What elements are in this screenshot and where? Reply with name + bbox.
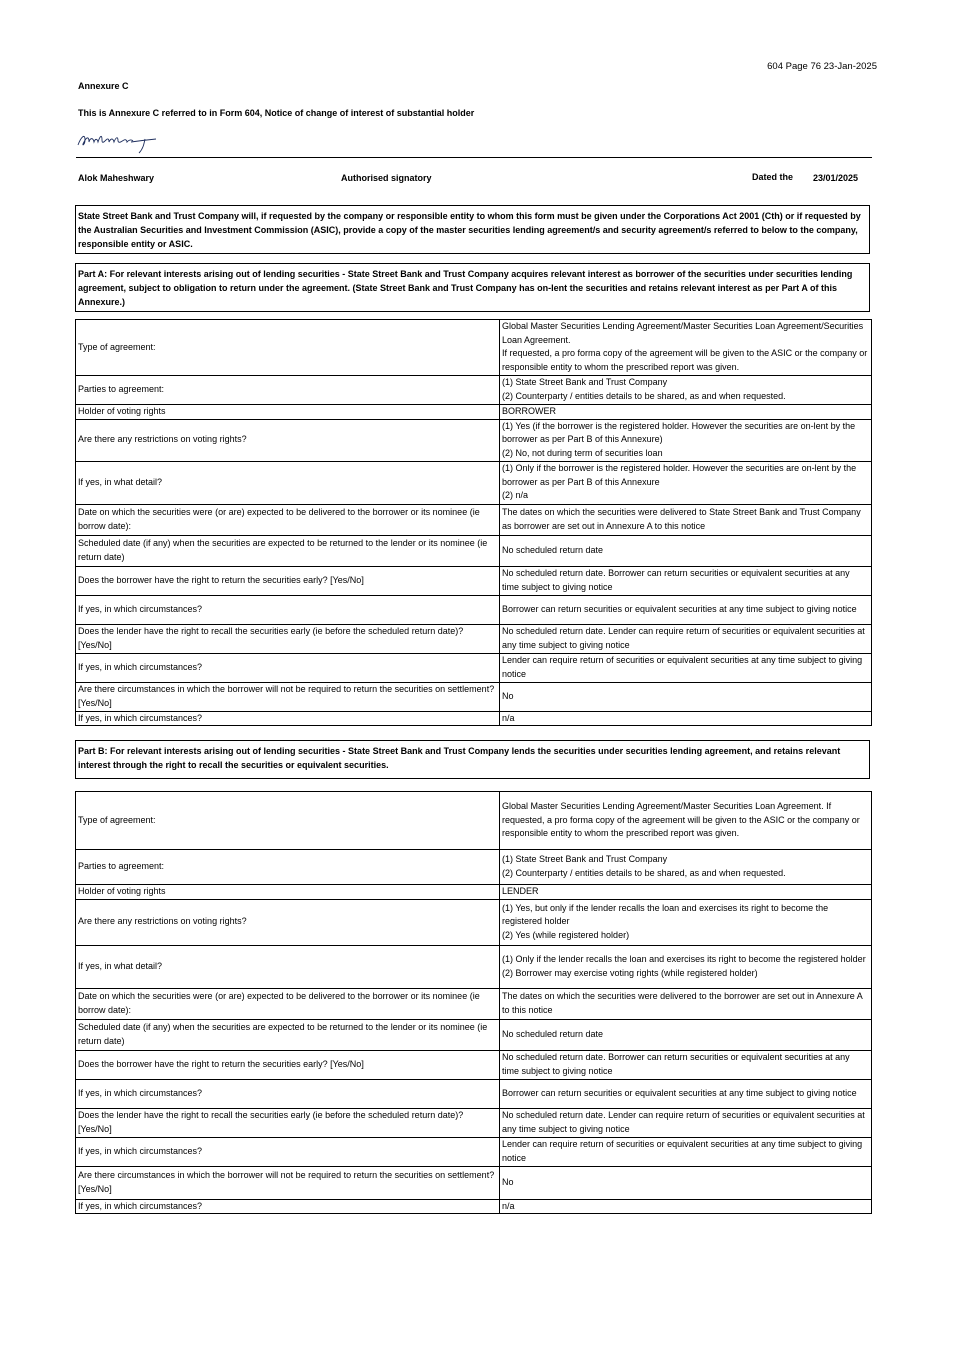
ssb-notice-box xyxy=(75,205,870,254)
answer-cell: (1) Yes, but only if the lender recalls the loan and exercises its right to become the registered holder (2) Yes (while registered holder) xyxy=(500,899,872,945)
answer-cell: (1) Only if the borrower is the registered holder. However the securities are on-lent by the borrower as per Part B of this Annexure (2) n/a xyxy=(500,461,872,504)
table-row xyxy=(76,711,872,726)
question-cell: If yes, in which circumstances? xyxy=(76,595,500,624)
annexure-title: Annexure C xyxy=(78,81,129,91)
page-reference: 604 Page 76 23-Jan-2025 xyxy=(767,61,877,72)
table-row xyxy=(76,988,872,1019)
answer-cell: n/a xyxy=(500,1199,872,1214)
answer-cell: (1) State Street Bank and Trust Company (2) Counterparty / entities details to be shared, as and when requested. xyxy=(500,850,872,885)
answer-cell: Lender can require return of securities or equivalent securities at any time subject to giving notice xyxy=(500,1137,872,1166)
answer-cell: BORROWER xyxy=(500,404,872,419)
table-row xyxy=(76,885,872,900)
signatory-role: Authorised signatory xyxy=(341,173,432,183)
question-cell: If yes, in what detail? xyxy=(76,945,500,988)
question-cell: Does the lender have the right to recall the securities early (ie before the scheduled return date)? [Yes/No] xyxy=(76,1108,500,1137)
question-cell: Does the lender have the right to recall the securities early (ie before the scheduled return date)? [Yes/No] xyxy=(76,624,500,653)
part-b-rows xyxy=(76,792,872,1214)
part-a-rows xyxy=(76,320,872,726)
answer-cell: (1) Yes (if the borrower is the registered holder. However the securities are on-lent by the borrower as per Part B of this Annexure) (2) No, not during term of securities loan xyxy=(500,419,872,461)
signature-divider xyxy=(76,157,872,158)
signatory-name: Alok Maheshwary xyxy=(78,173,155,183)
table-row xyxy=(76,1079,872,1108)
annexure-reference: This is Annexure C referred to in Form 604, Notice of change of interest of substantial holder xyxy=(78,108,475,118)
part-a-heading-box xyxy=(75,263,870,312)
question-cell: Holder of voting rights xyxy=(76,885,500,900)
question-cell: Are there any restrictions on voting rights? xyxy=(76,899,500,945)
answer-cell: Borrower can return securities or equivalent securities at any time subject to giving notice xyxy=(500,595,872,624)
answer-cell: No scheduled return date. Borrower can return securities or equivalent securities at any time subject to giving notice xyxy=(500,566,872,595)
question-cell: If yes, in which circumstances? xyxy=(76,1079,500,1108)
table-row xyxy=(76,850,872,885)
question-cell: Type of agreement: xyxy=(76,320,500,376)
question-cell: Scheduled date (if any) when the securities are expected to be returned to the lender or its nominee (ie return date) xyxy=(76,535,500,566)
table-row xyxy=(76,1050,872,1079)
answer-cell: n/a xyxy=(500,711,872,726)
answer-cell: No scheduled return date. Lender can require return of securities or equivalent securities at any time subject to giving notice xyxy=(500,1108,872,1137)
question-cell: Are there circumstances in which the borrower will not be required to return the securities on settlement? [Yes/No] xyxy=(76,1166,500,1199)
question-cell: Scheduled date (if any) when the securities are expected to be returned to the lender or its nominee (ie return date) xyxy=(76,1019,500,1050)
table-row xyxy=(76,535,872,566)
table-row xyxy=(76,945,872,988)
answer-cell: (1) Only if the lender recalls the loan and exercises its right to become the registered holder (2) Borrower may exercise voting rights (while registered holder) xyxy=(500,945,872,988)
answer-cell: No xyxy=(500,682,872,711)
question-cell: If yes, in which circumstances? xyxy=(76,1199,500,1214)
question-cell: If yes, in which circumstances? xyxy=(76,1137,500,1166)
table-row xyxy=(76,419,872,461)
dated-label: Dated the xyxy=(752,172,794,182)
question-cell: Are there any restrictions on voting rights? xyxy=(76,419,500,461)
table-row xyxy=(76,1019,872,1050)
table-row xyxy=(76,624,872,653)
table-row xyxy=(76,899,872,945)
answer-cell: Lender can require return of securities or equivalent securities at any time subject to giving notice xyxy=(500,653,872,682)
table-row xyxy=(76,320,872,376)
answer-cell: Global Master Securities Lending Agreement/Master Securities Loan Agreement/Securities Loan Agreement. If requested, a pro forma copy of the agreement will be given to the ASIC or the company or responsible entity to whom the prescribed report was given. xyxy=(500,320,872,376)
question-cell: Date on which the securities were (or are) expected to be delivered to the borrower or its nominee (ie borrow date): xyxy=(76,504,500,535)
table-row xyxy=(76,682,872,711)
question-cell: Holder of voting rights xyxy=(76,404,500,419)
ssb-notice-text: State Street Bank and Trust Company will, if requested by the company or responsible entity to whom this form must be given under the Corporations Act 2001 (Cth) or if requested by the Australian Securities and Investment Commission (ASIC), provide a copy of the master securities lending agreement/s and security agreement/s referred to below to the company, responsible entity or ASIC. xyxy=(78,211,861,249)
answer-cell: No scheduled return date. Borrower can return securities or equivalent securities at any time subject to giving notice xyxy=(500,1050,872,1079)
part-a-table xyxy=(75,319,872,726)
answer-cell: No scheduled return date. Lender can require return of securities or equivalent securities at any time subject to giving notice xyxy=(500,624,872,653)
part-a-heading: Part A: For relevant interests arising out of lending securities - State Street Bank and Trust Company acquires relevant interest as borrower of the securities under securities lending agreement, subject to obligation to return under the agreement. (State Street Bank and Trust Company has on-lent the securities and retains relevant interest as per Part A of this Annexure.) xyxy=(78,269,853,307)
table-row xyxy=(76,566,872,595)
table-row xyxy=(76,504,872,535)
question-cell: Does the borrower have the right to return the securities early? [Yes/No] xyxy=(76,1050,500,1079)
table-row xyxy=(76,1166,872,1199)
answer-cell: No scheduled return date xyxy=(500,535,872,566)
answer-cell: No scheduled return date xyxy=(500,1019,872,1050)
question-cell: Parties to agreement: xyxy=(76,850,500,885)
question-cell: If yes, in what detail? xyxy=(76,461,500,504)
answer-cell: Borrower can return securities or equivalent securities at any time subject to giving notice xyxy=(500,1079,872,1108)
part-b-table xyxy=(75,791,872,1214)
answer-cell: The dates on which the securities were delivered to the borrower are set out in Annexure A to this notice xyxy=(500,988,872,1019)
question-cell: Does the borrower have the right to return the securities early? [Yes/No] xyxy=(76,566,500,595)
question-cell: Type of agreement: xyxy=(76,792,500,850)
question-cell: Parties to agreement: xyxy=(76,375,500,404)
question-cell: If yes, in which circumstances? xyxy=(76,711,500,726)
table-row xyxy=(76,792,872,850)
table-row xyxy=(76,461,872,504)
table-row xyxy=(76,1199,872,1214)
question-cell: Are there circumstances in which the borrower will not be required to return the securities on settlement? [Yes/No] xyxy=(76,682,500,711)
answer-cell: Global Master Securities Lending Agreement/Master Securities Loan Agreement. If requested, a pro forma copy of the agreement will be given to the ASIC or the company or responsible entity to whom the prescribed report was given. xyxy=(500,792,872,850)
answer-cell: No xyxy=(500,1166,872,1199)
part-b-heading-box xyxy=(75,740,870,779)
table-row xyxy=(76,595,872,624)
table-row xyxy=(76,1137,872,1166)
question-cell: If yes, in which circumstances? xyxy=(76,653,500,682)
answer-cell: LENDER xyxy=(500,885,872,900)
answer-cell: The dates on which the securities were delivered to State Street Bank and Trust Company as borrower are set out in Annexure A to this notice xyxy=(500,504,872,535)
table-row xyxy=(76,375,872,404)
table-row xyxy=(76,653,872,682)
table-row xyxy=(76,404,872,419)
table-row xyxy=(76,1108,872,1137)
question-cell: Date on which the securities were (or are) expected to be delivered to the borrower or its nominee (ie borrow date): xyxy=(76,988,500,1019)
answer-cell: (1) State Street Bank and Trust Company (2) Counterparty / entities details to be shared, as and when requested. xyxy=(500,375,872,404)
part-b-heading: Part B: For relevant interests arising out of lending securities - State Street Bank and Trust Company lends the securities under securities lending agreement, and retains relevant interest through the right to recall the securities or equivalent securities. xyxy=(78,746,841,770)
dated-value: 23/01/2025 xyxy=(813,173,859,183)
